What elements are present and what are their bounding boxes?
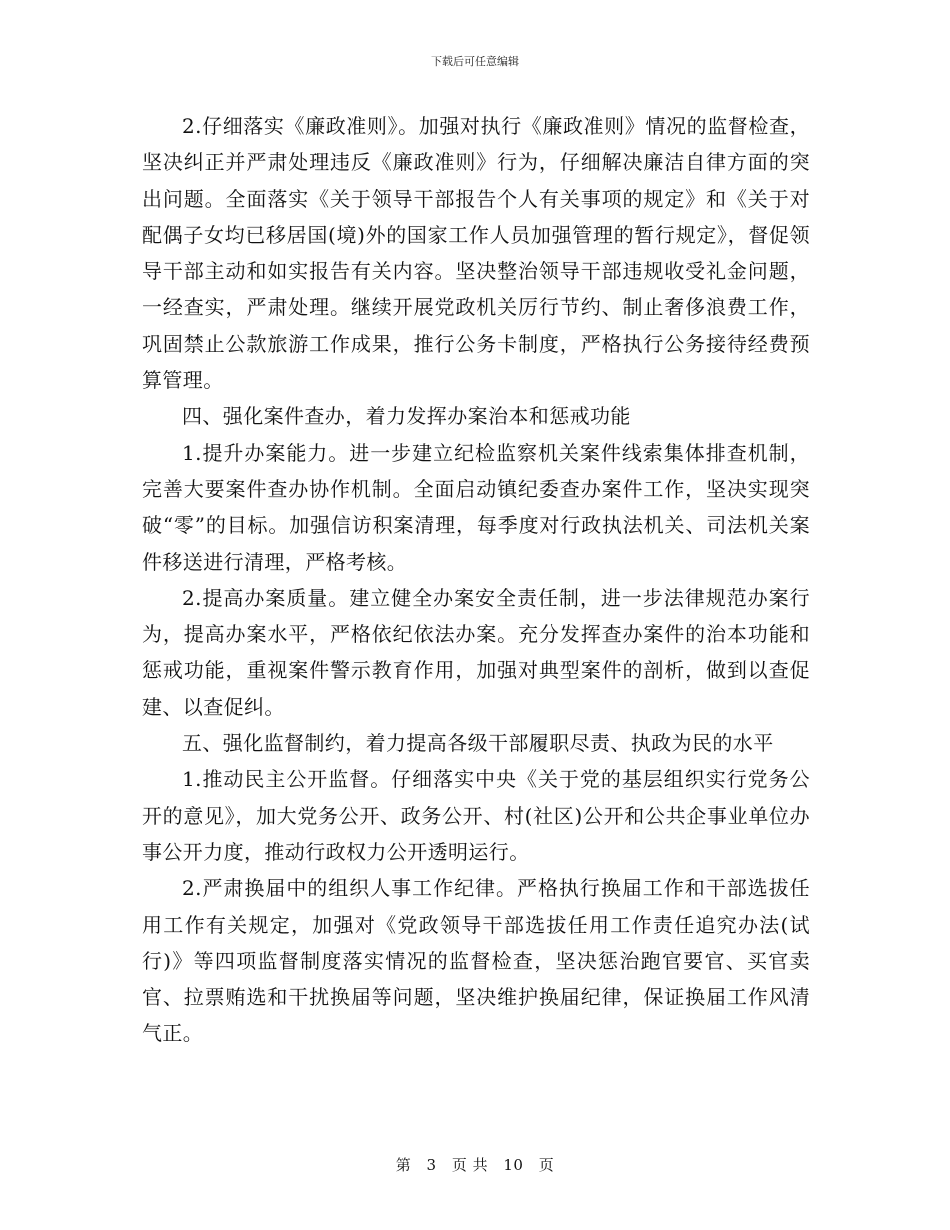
paragraph-6: 1.推动民主公开监督。仔细落实中央《关于党的基层组织实行党务公开的意见》，加大党务公开、政务公开、村(社区)公开和公共企事业单位办事公开力度，推动行政权力公开透明运行。	[142, 767, 810, 864]
page-footer	[0, 1154, 950, 1175]
footer-total-pages: 10	[503, 1156, 524, 1174]
section-heading-5: 五、强化监督制约，着力提高各级干部履职尽责、执政为民的水平	[182, 731, 774, 756]
footer-suffix: 页	[538, 1156, 555, 1174]
paragraph-7: 2.严肃换届中的组织人事工作纪律。严格执行换届工作和干部选拔任用工作有关规定，加强对《党政领导干部选拔任用工作责任追究办法(试行)》等四项监督制度落实情况的监督检查，坚决惩治跑官要官、买官卖官、拉票贿选和干扰换届等问题，坚决维护换届纪律，保证换届工作风清气正。	[142, 876, 810, 1046]
footer-page-number: 3	[426, 1156, 437, 1174]
section-heading-4: 四、强化案件查办，着力发挥办案治本和惩戒功能	[182, 404, 631, 429]
document-body	[142, 108, 810, 1052]
paragraph-3: 1.提升办案能力。进一步建立纪检监察机关案件线索集体排查机制，完善大要案件查办协作机制。全面启动镇纪委查办案件工作，坚决实现突破“零”的目标。加强信访积案清理，每季度对行政执法机关、司法机关案件移送进行清理，严格考核。	[142, 440, 810, 574]
paragraph-4: 2.提高办案质量。建立健全办案安全责任制，进一步法律规范办案行为，提高办案水平，严格依纪依法办案。充分发挥查办案件的治本功能和惩戒功能，重视案件警示教育作用，加强对典型案件的剖析，做到以查促建、以查促纠。	[142, 585, 810, 719]
paragraph-1: 2.仔细落实《廉政准则》。加强对执行《廉政准则》情况的监督检查，坚决纠正并严肃处理违反《廉政准则》行为，仔细解决廉洁自律方面的突出问题。全面落实《关于领导干部报告个人有关事项的规定》和《关于对配偶子女均已移居国(境)外的国家工作人员加强管理的暂行规定》，督促领导干部主动和如实报告有关内容。坚决整治领导干部违规收受礼金问题，一经查实，严肃处理。继续开展党政机关厉行节约、制止奢侈浪费工作，巩固禁止公款旅游工作成果，推行公务卡制度，严格执行公务接待经费预算管理。	[142, 114, 810, 393]
page-header: 下载后可任意编辑	[431, 55, 519, 68]
footer-prefix: 第	[395, 1156, 412, 1174]
footer-middle: 页 共	[451, 1156, 489, 1174]
